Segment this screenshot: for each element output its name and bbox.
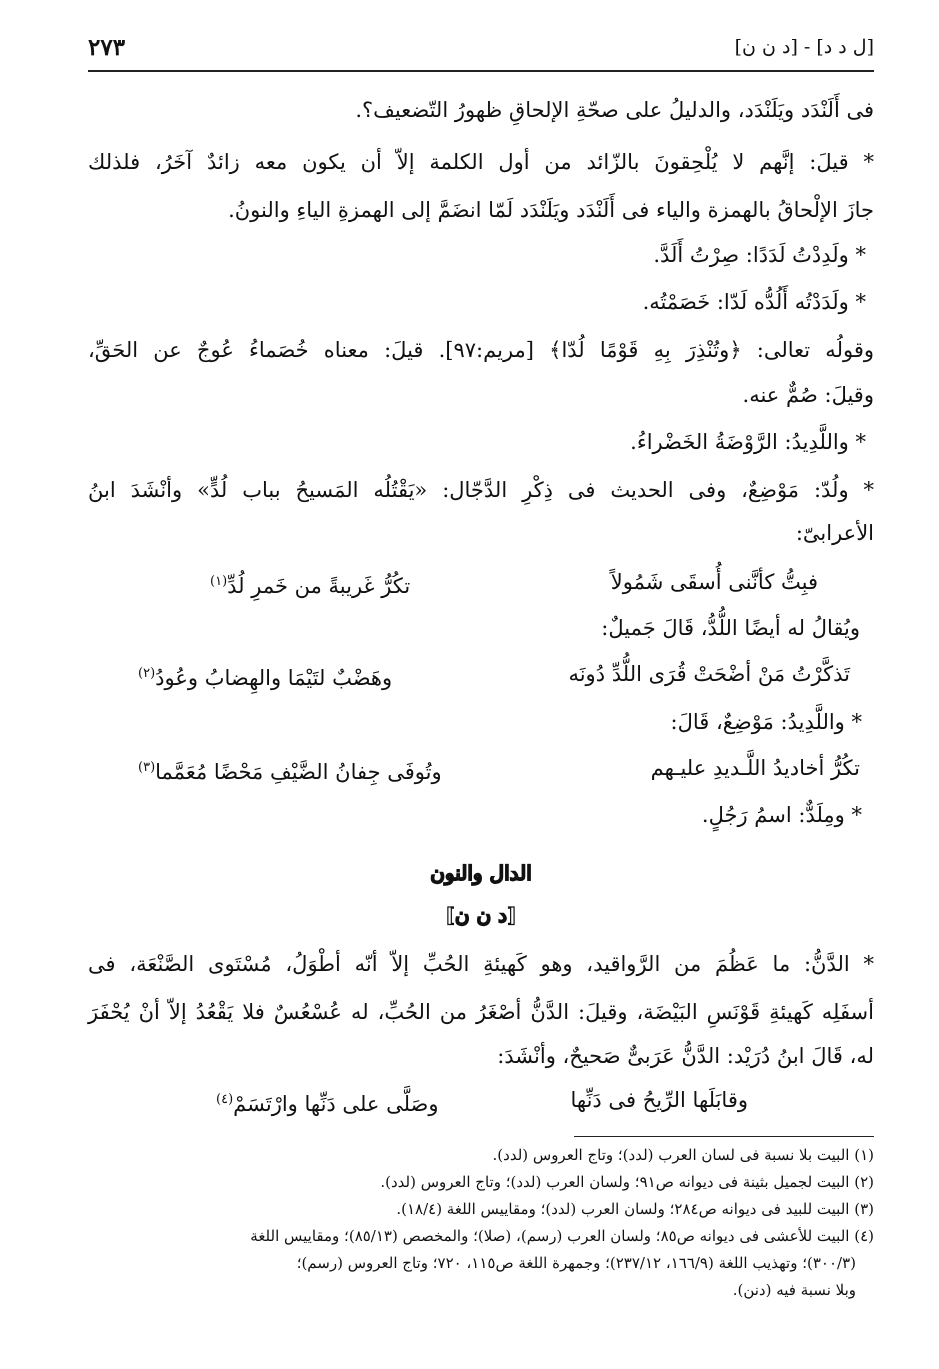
text-line: وقولُه تعالى: ﴿وتُنْذِرَ بِهِ قَوْمًا لُدّا﴾ [مريم:٩٧]. قيلَ: معناه خُصَماءُ عُوجٌ عن الحَقِّ، [88,338,874,362]
footnote-ref: (١) [210,574,228,589]
chapter-title: الدال والنون [430,861,532,885]
text-line: ويُقالُ له أيضًا اللُّدُّ، قَالَ جَميلٌ: [601,616,860,640]
text-line: * واللَّدِيدُ: الرَّوْضَةُ الخَضْراءُ. [630,430,866,454]
hemistich-text: وهَضْبٌ لتَيْمَا والهِضابُ وعُودُ [155,666,393,690]
footnote-ref: (٤) [216,1092,234,1107]
verse-hemistich-right: تكُرُّ أخاديدُ اللَّـديدِ عليـهم [650,756,860,780]
verse-hemistich-left [138,748,442,792]
verse-hemistich-left [216,1080,439,1124]
footnote-ref: (٢) [138,666,156,681]
footnote: (٤) البيت للأعشى فى ديوانه ص٨٥؛ ولسان العرب (رسم)، (صلا)؛ والمخصص (٨٥/١٣)؛ ومقاييس اللغة [250,1227,874,1245]
verse-hemistich-left [138,654,392,698]
text-line: * ولَدَدْتُه أَلُدُّه لَدّا: خَصَمْتُه. [642,290,866,314]
page-header [88,30,874,72]
text-line: * الدَّنُّ: ما عَظُمَ من الرَّواقيد، وهو كَهيئةِ الحُبِّ إلاّ أنّه أطْوَلُ، مُسْتَوى الصَّنْعَة، فى [88,952,874,976]
text-line: وقيلَ: صُمٌّ عنه. [742,383,874,407]
footnote-continuation: (٣٠٠/٣)؛ وتهذيب اللغة (١٦٦/٩، ٢٣٧/١٢)؛ وجمهرة اللغة ص١١٥، ٧٢٠؛ وتاج العروس (رسم)؛ [296,1254,856,1272]
footnote-divider [574,1136,874,1137]
hemistich-text: وصَلَّى على دَنِّها وارْتَسَمْ [233,1092,439,1116]
text-line: * قيلَ: إنَّهم لا يُلْحِقونَ بالزّائد من أول الكلمة إلاّ أن يكون معه زائدٌ آخَرُ، فلذلك [88,150,874,174]
text-line: * ولُدّ: مَوْضِعٌ، وفى الحديث فى ذِكْرِ الدَّجّال: «يَقْتُلُه المَسيحُ بباب لُدٍّ» وأنْشَدَ ابنُ [88,478,874,502]
footnote: (٣) البيت للبيد فى ديوانه ص٢٨٤؛ ولسان العرب (لدد)؛ ومقاييس اللغة (١٨/٤). [396,1200,874,1218]
text-line: له، قَالَ ابنُ دُرَيْد: الدَّنُّ عَرَبىٌّ صَحيحٌ، وأنْشَدَ: [497,1044,874,1068]
text-line: أسفَلِه كَهيئةِ قَوْنَسِ البَيْضَة، وقيلَ: الدَّنُّ أصْغَرُ من الحُبِّ، له عُسْعُسٌ فلا يَقْعُدُ إلاّ أنْ يُحْفَرَ [88,1000,874,1024]
hemistich-text: تكُرُّ غَريبةً من خَمرِ لُدِّ [227,574,411,598]
footnote-continuation: وبلا نسبة فيه (دنن). [732,1281,856,1299]
section-root-range: [ل د د] - [د ن ن] [734,36,874,58]
root-heading: [د ن ن] [445,903,517,927]
verse-hemistich-right: فبِتُّ كأنَّنى أُسقَى شَمُولاً [610,570,818,594]
verse-hemistich-left [210,562,410,606]
footnote: (٢) البيت لجميل بثينة فى ديوانه ص٩١؛ ولسان العرب (لدد)؛ وتاج العروس (لدد). [380,1173,874,1191]
page-number: ٢٧٣ [88,34,126,61]
text-line: الأعرابىّ: [795,521,874,545]
text-line: فى أَلَنْدَد ويَلَنْدَد، والدليلُ على صحّةِ الإلحاقِ ظهورُ التّضعيف؟. [355,98,874,122]
text-line: * ومِلَدٌّ: اسمُ رَجُلٍ. [701,803,862,827]
footnote-ref: (٣) [138,760,156,775]
text-line: * ولَدِدْتُ لَدَدًا: صِرْتُ أَلَدَّ. [653,243,866,267]
verse-hemistich-right: وقابَلَها الرِّيحُ فى دَنِّها [570,1088,748,1112]
text-line: * واللَّدِيدُ: مَوْضِعٌ، قَالَ: [670,710,862,734]
text-line: جازَ الإلْحاقُ بالهمزة والياء فى أَلَنْدَد ويَلَنْدَد لَمّا انضَمَّ إلى الهمزةِ الياءِ والنونُ. [228,198,874,222]
hemistich-text: وتُوفَى جِفانُ الضَّيْفِ مَحْضًا مُعَمَّما [155,760,442,784]
footnote: (١) البيت بلا نسبة فى لسان العرب (لدد)؛ وتاج العروس (لدد). [492,1146,874,1164]
book-page [88,30,874,1340]
verse-hemistich-right: تَذكَّرْتُ مَنْ أضْحَتْ قُرَى اللُّدِّ دُونَه [568,662,850,686]
